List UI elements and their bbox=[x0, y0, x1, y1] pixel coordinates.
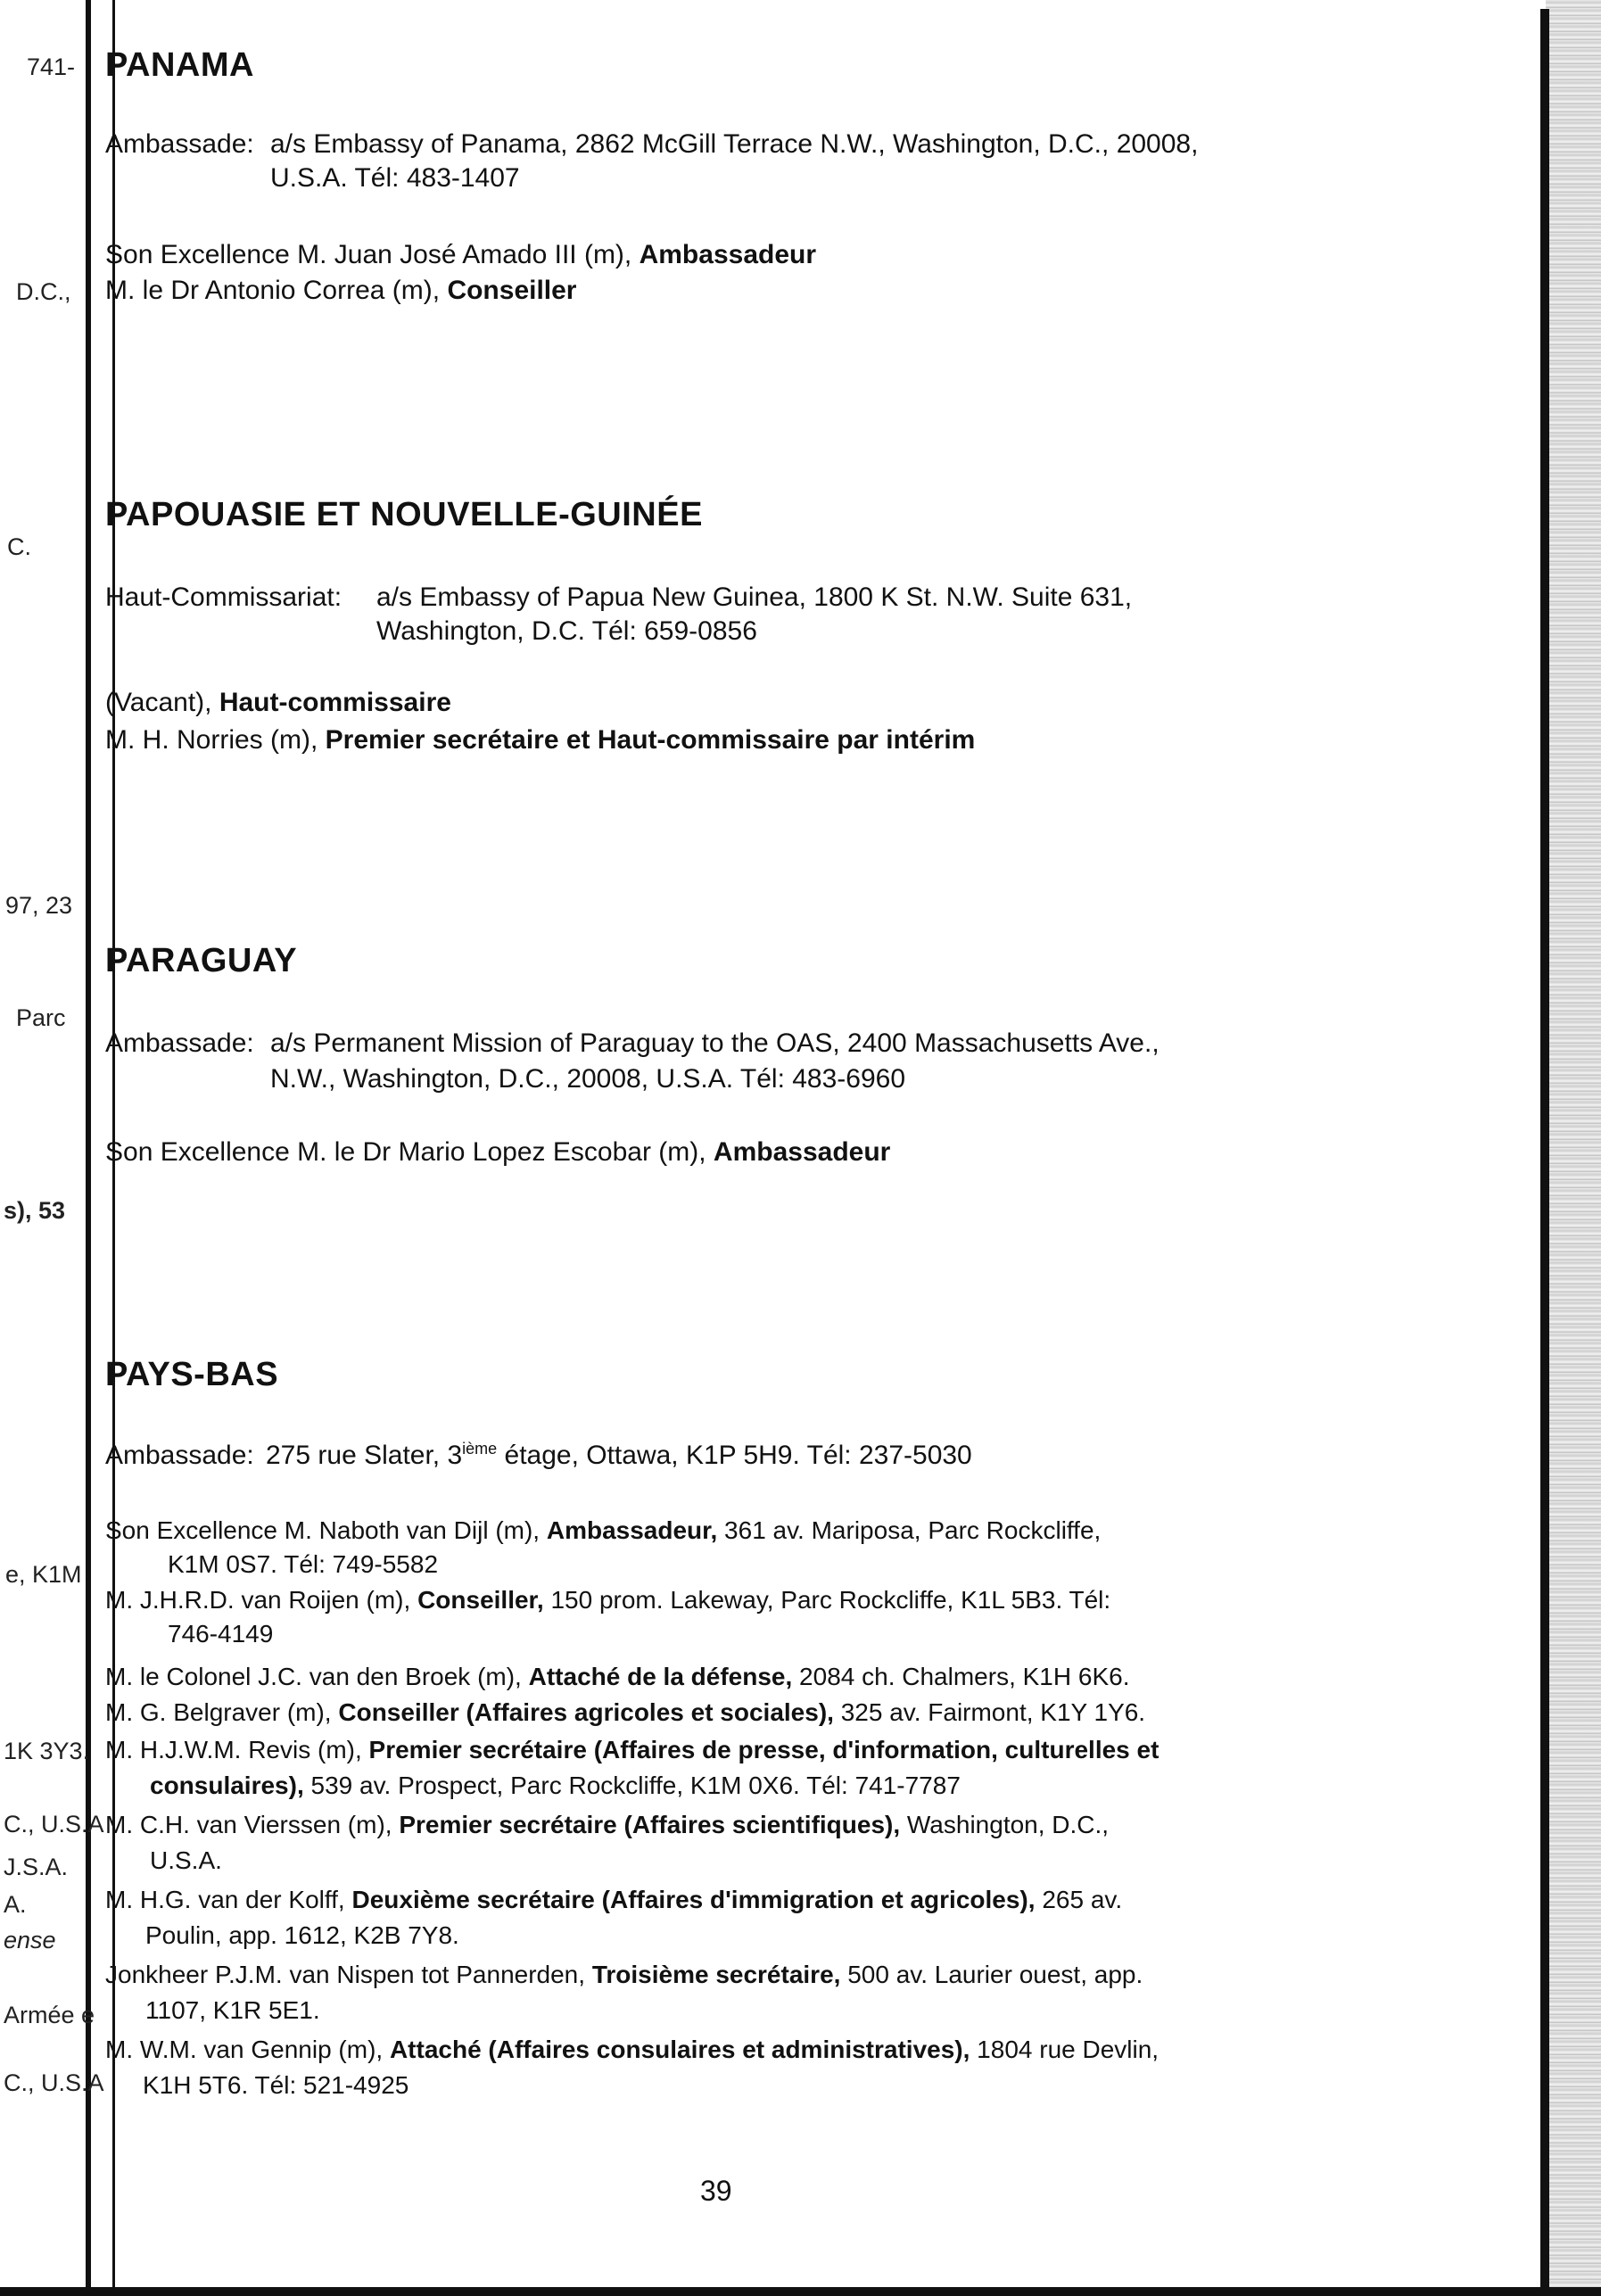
staff-entry-cont: 746-4149 bbox=[168, 1620, 274, 1648]
staff-entry: Son Excellence M. Naboth van Dijl (m), Ambassadeur, 361 av. Mariposa, Parc Rockcliffe, bbox=[105, 1516, 1102, 1544]
scan-edge bbox=[1546, 0, 1601, 2296]
margin-fragment: C. bbox=[7, 533, 31, 560]
section-title: PAYS-BAS bbox=[105, 1356, 279, 1393]
section-title: PAPOUASIE ET NOUVELLE-GUINÉE bbox=[105, 496, 703, 533]
staff-entry: M. H.J.W.M. Revis (m), Premier secrétaire (Affaires de presse, d'information, culturelles et bbox=[105, 1736, 1159, 1763]
staff-entry: M. G. Belgraver (m), Conseiller (Affaires agricoles et sociales), 325 av. Fairmont, K1Y 1Y6. bbox=[105, 1698, 1146, 1726]
staff-entry-cont: 1107, K1R 5E1. bbox=[145, 1996, 320, 2024]
margin-fragment: 741- bbox=[27, 54, 76, 80]
margin-fragment: J.S.A. bbox=[4, 1854, 69, 1880]
staff-entry: M. le Dr Antonio Correa (m), Conseiller bbox=[105, 276, 577, 305]
page-number: 39 bbox=[700, 2175, 732, 2207]
address-line: a/s Permanent Mission of Paraguay to the OAS, 2400 Massachusetts Ave., bbox=[270, 1028, 1159, 1058]
margin-fragment: C., U.S.A bbox=[4, 1811, 104, 1838]
margin-fragment: e, K1M bbox=[5, 1561, 82, 1588]
margin-fragment: ense bbox=[4, 1927, 56, 1953]
section-title: PANAMA bbox=[105, 46, 254, 84]
margin-fragment: 1K 3Y3. bbox=[4, 1738, 90, 1764]
staff-entry: M. H. Norries (m), Premier secrétaire et Haut-commissaire par intérim bbox=[105, 725, 976, 755]
staff-entry-cont: K1M 0S7. Tél: 749-5582 bbox=[168, 1550, 439, 1578]
staff-entry: Son Excellence M. Juan José Amado III (m), Ambassadeur bbox=[105, 240, 817, 269]
address-line: a/s Embassy of Papua New Guinea, 1800 K St. N.W. Suite 631, bbox=[376, 582, 1133, 612]
margin-fragment: Parc bbox=[16, 1004, 66, 1031]
address-line: a/s Embassy of Panama, 2862 McGill Terrace N.W., Washington, D.C., 20008, bbox=[270, 129, 1199, 159]
staff-entry: M. J.H.R.D. van Roijen (m), Conseiller, 150 prom. Lakeway, Parc Rockcliffe, K1L 5B3. Tél: bbox=[105, 1586, 1111, 1614]
margin-fragment: s), 53 bbox=[4, 1197, 66, 1224]
scan-edge-line bbox=[1540, 9, 1549, 2292]
staff-entry: Son Excellence M. le Dr Mario Lopez Escobar (m), Ambassadeur bbox=[105, 1137, 891, 1167]
staff-entry-cont: K1H 5T6. Tél: 521-4925 bbox=[143, 2071, 409, 2099]
staff-entry: (Vacant), Haut-commissaire bbox=[105, 688, 451, 717]
staff-entry: M. W.M. van Gennip (m), Attaché (Affaires consulaires et administratives), 1804 rue Devlin, bbox=[105, 2036, 1159, 2063]
address-line: Washington, D.C. Tél: 659-0856 bbox=[376, 616, 757, 646]
staff-entry-cont: Poulin, app. 1612, K2B 7Y8. bbox=[145, 1921, 459, 1949]
address-label: Ambassade: bbox=[105, 1441, 254, 1470]
margin-fragment: Armée e bbox=[4, 2002, 95, 2028]
staff-entry: Jonkheer P.J.M. van Nispen tot Pannerden, Troisième secrétaire, 500 av. Laurier ouest, app. bbox=[105, 1961, 1143, 1988]
staff-entry-cont: consulaires), 539 av. Prospect, Parc Rockcliffe, K1M 0X6. Tél: 741-7787 bbox=[150, 1772, 961, 1799]
address-label: Ambassade: bbox=[105, 129, 254, 159]
address-line: N.W., Washington, D.C., 20008, U.S.A. Tél: 483-6960 bbox=[270, 1064, 906, 1094]
margin-fragment: C., U.S.A bbox=[4, 2069, 104, 2096]
staff-entry-cont: U.S.A. bbox=[150, 1846, 222, 1874]
address-label: Ambassade: bbox=[105, 1028, 254, 1058]
address-label: Haut-Commissariat: bbox=[105, 582, 342, 612]
left-margin-fragments bbox=[0, 0, 111, 2296]
margin-fragment: 97, 23 bbox=[5, 892, 73, 919]
directory-page bbox=[105, 0, 1497, 2296]
address-line: 275 rue Slater, 3ième étage, Ottawa, K1P 5H9. Tél: 237-5030 bbox=[266, 1440, 972, 1470]
staff-entry: M. le Colonel J.C. van den Broek (m), Attaché de la défense, 2084 ch. Chalmers, K1H 6K6. bbox=[105, 1663, 1130, 1690]
margin-fragment: D.C., bbox=[16, 278, 71, 305]
staff-entry: M. C.H. van Vierssen (m), Premier secrétaire (Affaires scientifiques), Washington, D.C., bbox=[105, 1811, 1110, 1838]
section-title: PARAGUAY bbox=[105, 942, 298, 979]
staff-entry: M. H.G. van der Kolff, Deuxième secrétaire (Affaires d'immigration et agricoles), 265 av. bbox=[105, 1886, 1123, 1913]
margin-fragment: A. bbox=[4, 1891, 27, 1918]
address-line: U.S.A. Tél: 483-1407 bbox=[270, 163, 520, 193]
